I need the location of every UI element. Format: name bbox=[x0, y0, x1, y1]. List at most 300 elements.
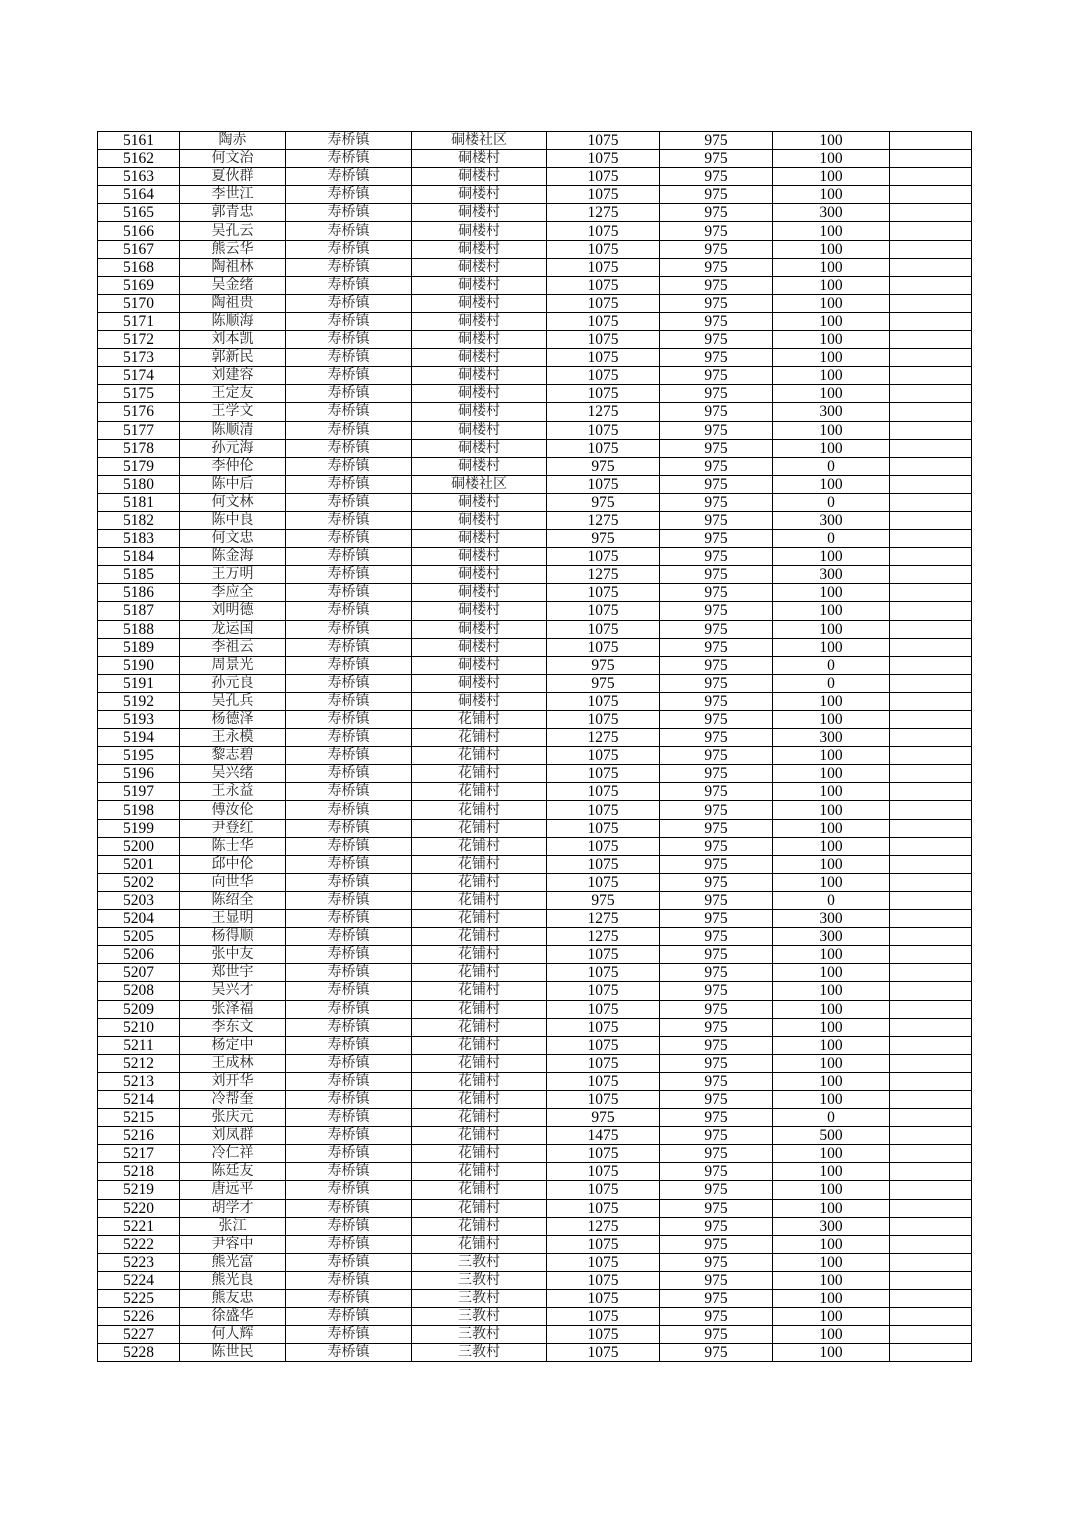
id-cell: 5201 bbox=[98, 855, 180, 873]
town-cell: 寿桥镇 bbox=[286, 186, 412, 204]
difference-cell: 0 bbox=[773, 530, 890, 548]
name-cell: 刘明德 bbox=[180, 602, 286, 620]
amount-b-cell: 975 bbox=[660, 475, 773, 493]
table-row bbox=[98, 692, 972, 710]
town-cell: 寿桥镇 bbox=[286, 403, 412, 421]
amount-b-cell: 975 bbox=[660, 349, 773, 367]
name-cell: 黎志碧 bbox=[180, 747, 286, 765]
amount-b-cell: 975 bbox=[660, 1072, 773, 1090]
name-cell: 张泽福 bbox=[180, 1000, 286, 1018]
remark-cell bbox=[890, 1253, 972, 1271]
difference-cell: 100 bbox=[773, 1072, 890, 1090]
remark-cell bbox=[890, 1054, 972, 1072]
amount-a-cell: 1075 bbox=[547, 873, 660, 891]
difference-cell: 100 bbox=[773, 819, 890, 837]
remark-cell bbox=[890, 783, 972, 801]
id-cell: 5211 bbox=[98, 1036, 180, 1054]
difference-cell: 100 bbox=[773, 747, 890, 765]
town-cell: 寿桥镇 bbox=[286, 1127, 412, 1145]
village-cell: 硐楼村 bbox=[412, 168, 547, 186]
town-cell: 寿桥镇 bbox=[286, 765, 412, 783]
amount-b-cell: 975 bbox=[660, 1326, 773, 1344]
name-cell: 陈顺海 bbox=[180, 312, 286, 330]
amount-a-cell: 1075 bbox=[547, 439, 660, 457]
id-cell: 5217 bbox=[98, 1145, 180, 1163]
name-cell: 何文治 bbox=[180, 150, 286, 168]
remark-cell bbox=[890, 439, 972, 457]
remark-cell bbox=[890, 765, 972, 783]
town-cell: 寿桥镇 bbox=[286, 1090, 412, 1108]
remark-cell bbox=[890, 747, 972, 765]
town-cell: 寿桥镇 bbox=[286, 1109, 412, 1127]
village-cell: 花铺村 bbox=[412, 1000, 547, 1018]
table-row bbox=[98, 819, 972, 837]
name-cell: 刘凤群 bbox=[180, 1127, 286, 1145]
remark-cell bbox=[890, 837, 972, 855]
remark-cell bbox=[890, 910, 972, 928]
village-cell: 硐楼村 bbox=[412, 548, 547, 566]
table-row bbox=[98, 475, 972, 493]
id-cell: 5195 bbox=[98, 747, 180, 765]
amount-a-cell: 1075 bbox=[547, 638, 660, 656]
amount-a-cell: 1075 bbox=[547, 837, 660, 855]
amount-a-cell: 1075 bbox=[547, 186, 660, 204]
id-cell: 5196 bbox=[98, 765, 180, 783]
id-cell: 5174 bbox=[98, 367, 180, 385]
village-cell: 花铺村 bbox=[412, 765, 547, 783]
id-cell: 5193 bbox=[98, 711, 180, 729]
amount-a-cell: 1075 bbox=[547, 331, 660, 349]
remark-cell bbox=[890, 1235, 972, 1253]
amount-a-cell: 1075 bbox=[547, 222, 660, 240]
amount-a-cell: 1075 bbox=[547, 1235, 660, 1253]
remark-cell bbox=[890, 511, 972, 529]
town-cell: 寿桥镇 bbox=[286, 349, 412, 367]
table-row bbox=[98, 349, 972, 367]
town-cell: 寿桥镇 bbox=[286, 1145, 412, 1163]
amount-a-cell: 975 bbox=[547, 674, 660, 692]
remark-cell bbox=[890, 530, 972, 548]
town-cell: 寿桥镇 bbox=[286, 819, 412, 837]
table-row bbox=[98, 1290, 972, 1308]
id-cell: 5162 bbox=[98, 150, 180, 168]
town-cell: 寿桥镇 bbox=[286, 891, 412, 909]
table-row bbox=[98, 602, 972, 620]
name-cell: 王永益 bbox=[180, 783, 286, 801]
amount-a-cell: 1075 bbox=[547, 1163, 660, 1181]
amount-a-cell: 1075 bbox=[547, 692, 660, 710]
village-cell: 花铺村 bbox=[412, 1109, 547, 1127]
amount-a-cell: 1075 bbox=[547, 1253, 660, 1271]
town-cell: 寿桥镇 bbox=[286, 910, 412, 928]
remark-cell bbox=[890, 620, 972, 638]
amount-b-cell: 975 bbox=[660, 132, 773, 150]
amount-b-cell: 975 bbox=[660, 1181, 773, 1199]
town-cell: 寿桥镇 bbox=[286, 312, 412, 330]
table-row bbox=[98, 367, 972, 385]
amount-b-cell: 975 bbox=[660, 294, 773, 312]
remark-cell bbox=[890, 964, 972, 982]
difference-cell: 100 bbox=[773, 132, 890, 150]
id-cell: 5169 bbox=[98, 276, 180, 294]
amount-a-cell: 1075 bbox=[547, 964, 660, 982]
town-cell: 寿桥镇 bbox=[286, 240, 412, 258]
amount-b-cell: 975 bbox=[660, 946, 773, 964]
id-cell: 5205 bbox=[98, 928, 180, 946]
village-cell: 花铺村 bbox=[412, 964, 547, 982]
difference-cell: 500 bbox=[773, 1127, 890, 1145]
town-cell: 寿桥镇 bbox=[286, 331, 412, 349]
id-cell: 5187 bbox=[98, 602, 180, 620]
difference-cell: 100 bbox=[773, 584, 890, 602]
village-cell: 硐楼村 bbox=[412, 584, 547, 602]
amount-b-cell: 975 bbox=[660, 1127, 773, 1145]
name-cell: 刘建容 bbox=[180, 367, 286, 385]
remark-cell bbox=[890, 294, 972, 312]
amount-a-cell: 1275 bbox=[547, 204, 660, 222]
amount-a-cell: 1075 bbox=[547, 276, 660, 294]
difference-cell: 300 bbox=[773, 1217, 890, 1235]
difference-cell: 100 bbox=[773, 1326, 890, 1344]
village-cell: 花铺村 bbox=[412, 819, 547, 837]
amount-a-cell: 1075 bbox=[547, 602, 660, 620]
table-row bbox=[98, 837, 972, 855]
amount-b-cell: 975 bbox=[660, 1217, 773, 1235]
id-cell: 5168 bbox=[98, 258, 180, 276]
id-cell: 5172 bbox=[98, 331, 180, 349]
name-cell: 李祖云 bbox=[180, 638, 286, 656]
remark-cell bbox=[890, 674, 972, 692]
amount-b-cell: 975 bbox=[660, 964, 773, 982]
town-cell: 寿桥镇 bbox=[286, 620, 412, 638]
remark-cell bbox=[890, 1271, 972, 1289]
village-cell: 硐楼村 bbox=[412, 312, 547, 330]
amount-b-cell: 975 bbox=[660, 1090, 773, 1108]
id-cell: 5206 bbox=[98, 946, 180, 964]
village-cell: 花铺村 bbox=[412, 855, 547, 873]
remark-cell bbox=[890, 312, 972, 330]
amount-b-cell: 975 bbox=[660, 258, 773, 276]
id-cell: 5202 bbox=[98, 873, 180, 891]
name-cell: 郑世宇 bbox=[180, 964, 286, 982]
village-cell: 硐楼村 bbox=[412, 204, 547, 222]
village-cell: 花铺村 bbox=[412, 928, 547, 946]
amount-b-cell: 975 bbox=[660, 1018, 773, 1036]
amount-a-cell: 1075 bbox=[547, 747, 660, 765]
remark-cell bbox=[890, 602, 972, 620]
id-cell: 5226 bbox=[98, 1308, 180, 1326]
village-cell: 花铺村 bbox=[412, 910, 547, 928]
difference-cell: 100 bbox=[773, 385, 890, 403]
village-cell: 花铺村 bbox=[412, 1054, 547, 1072]
village-cell: 花铺村 bbox=[412, 1072, 547, 1090]
village-cell: 三教村 bbox=[412, 1326, 547, 1344]
town-cell: 寿桥镇 bbox=[286, 1000, 412, 1018]
id-cell: 5200 bbox=[98, 837, 180, 855]
table-row bbox=[98, 891, 972, 909]
name-cell: 陈世民 bbox=[180, 1344, 286, 1362]
table-row bbox=[98, 222, 972, 240]
amount-b-cell: 975 bbox=[660, 1344, 773, 1362]
difference-cell: 100 bbox=[773, 1199, 890, 1217]
amount-a-cell: 1075 bbox=[547, 1036, 660, 1054]
table-row bbox=[98, 674, 972, 692]
name-cell: 陈绍全 bbox=[180, 891, 286, 909]
village-cell: 硐楼村 bbox=[412, 258, 547, 276]
town-cell: 寿桥镇 bbox=[286, 276, 412, 294]
difference-cell: 100 bbox=[773, 765, 890, 783]
id-cell: 5173 bbox=[98, 349, 180, 367]
remark-cell bbox=[890, 1199, 972, 1217]
table-row bbox=[98, 548, 972, 566]
village-cell: 硐楼社区 bbox=[412, 475, 547, 493]
village-cell: 花铺村 bbox=[412, 711, 547, 729]
town-cell: 寿桥镇 bbox=[286, 855, 412, 873]
amount-b-cell: 975 bbox=[660, 367, 773, 385]
difference-cell: 300 bbox=[773, 729, 890, 747]
village-cell: 硐楼村 bbox=[412, 403, 547, 421]
table-row bbox=[98, 204, 972, 222]
difference-cell: 100 bbox=[773, 240, 890, 258]
amount-b-cell: 975 bbox=[660, 1163, 773, 1181]
village-cell: 硐楼村 bbox=[412, 656, 547, 674]
name-cell: 陈中良 bbox=[180, 511, 286, 529]
table-row bbox=[98, 566, 972, 584]
difference-cell: 100 bbox=[773, 602, 890, 620]
amount-a-cell: 1075 bbox=[547, 240, 660, 258]
table-row bbox=[98, 928, 972, 946]
table-row bbox=[98, 439, 972, 457]
amount-b-cell: 975 bbox=[660, 692, 773, 710]
remark-cell bbox=[890, 457, 972, 475]
remark-cell bbox=[890, 331, 972, 349]
name-cell: 杨德泽 bbox=[180, 711, 286, 729]
amount-b-cell: 975 bbox=[660, 1054, 773, 1072]
village-cell: 硐楼村 bbox=[412, 367, 547, 385]
amount-b-cell: 975 bbox=[660, 638, 773, 656]
remark-cell bbox=[890, 584, 972, 602]
amount-b-cell: 975 bbox=[660, 331, 773, 349]
difference-cell: 100 bbox=[773, 294, 890, 312]
id-cell: 5225 bbox=[98, 1290, 180, 1308]
id-cell: 5188 bbox=[98, 620, 180, 638]
table-row bbox=[98, 1181, 972, 1199]
town-cell: 寿桥镇 bbox=[286, 222, 412, 240]
amount-b-cell: 975 bbox=[660, 493, 773, 511]
id-cell: 5185 bbox=[98, 566, 180, 584]
amount-b-cell: 975 bbox=[660, 1253, 773, 1271]
table-row bbox=[98, 168, 972, 186]
name-cell: 刘开华 bbox=[180, 1072, 286, 1090]
id-cell: 5181 bbox=[98, 493, 180, 511]
amount-a-cell: 1075 bbox=[547, 1145, 660, 1163]
town-cell: 寿桥镇 bbox=[286, 656, 412, 674]
amount-b-cell: 975 bbox=[660, 765, 773, 783]
village-cell: 硐楼村 bbox=[412, 294, 547, 312]
amount-a-cell: 1075 bbox=[547, 168, 660, 186]
amount-b-cell: 975 bbox=[660, 511, 773, 529]
amount-b-cell: 975 bbox=[660, 530, 773, 548]
name-cell: 熊光良 bbox=[180, 1271, 286, 1289]
town-cell: 寿桥镇 bbox=[286, 132, 412, 150]
town-cell: 寿桥镇 bbox=[286, 1181, 412, 1199]
town-cell: 寿桥镇 bbox=[286, 1344, 412, 1362]
remark-cell bbox=[890, 1290, 972, 1308]
amount-a-cell: 1475 bbox=[547, 1127, 660, 1145]
amount-a-cell: 1075 bbox=[547, 819, 660, 837]
village-cell: 花铺村 bbox=[412, 982, 547, 1000]
town-cell: 寿桥镇 bbox=[286, 1072, 412, 1090]
name-cell: 陈士华 bbox=[180, 837, 286, 855]
difference-cell: 0 bbox=[773, 457, 890, 475]
village-cell: 花铺村 bbox=[412, 1217, 547, 1235]
table-body bbox=[98, 132, 972, 1362]
table-row bbox=[98, 855, 972, 873]
amount-b-cell: 975 bbox=[660, 439, 773, 457]
table-row bbox=[98, 1344, 972, 1362]
table-row bbox=[98, 1127, 972, 1145]
id-cell: 5228 bbox=[98, 1344, 180, 1362]
town-cell: 寿桥镇 bbox=[286, 747, 412, 765]
amount-b-cell: 975 bbox=[660, 1036, 773, 1054]
id-cell: 5194 bbox=[98, 729, 180, 747]
town-cell: 寿桥镇 bbox=[286, 873, 412, 891]
village-cell: 硐楼村 bbox=[412, 276, 547, 294]
id-cell: 5215 bbox=[98, 1109, 180, 1127]
remark-cell bbox=[890, 819, 972, 837]
amount-b-cell: 975 bbox=[660, 801, 773, 819]
name-cell: 王成林 bbox=[180, 1054, 286, 1072]
town-cell: 寿桥镇 bbox=[286, 674, 412, 692]
amount-a-cell: 1075 bbox=[547, 385, 660, 403]
amount-a-cell: 1275 bbox=[547, 928, 660, 946]
town-cell: 寿桥镇 bbox=[286, 530, 412, 548]
amount-b-cell: 975 bbox=[660, 457, 773, 475]
amount-b-cell: 975 bbox=[660, 168, 773, 186]
difference-cell: 100 bbox=[773, 801, 890, 819]
remark-cell bbox=[890, 1018, 972, 1036]
town-cell: 寿桥镇 bbox=[286, 385, 412, 403]
name-cell: 唐远平 bbox=[180, 1181, 286, 1199]
table-row bbox=[98, 1271, 972, 1289]
id-cell: 5182 bbox=[98, 511, 180, 529]
remark-cell bbox=[890, 982, 972, 1000]
amount-a-cell: 1075 bbox=[547, 946, 660, 964]
amount-b-cell: 975 bbox=[660, 837, 773, 855]
table-row bbox=[98, 747, 972, 765]
data-table bbox=[97, 131, 972, 1362]
village-cell: 花铺村 bbox=[412, 1036, 547, 1054]
name-cell: 吴孔云 bbox=[180, 222, 286, 240]
table-row bbox=[98, 1145, 972, 1163]
id-cell: 5208 bbox=[98, 982, 180, 1000]
difference-cell: 100 bbox=[773, 1000, 890, 1018]
town-cell: 寿桥镇 bbox=[286, 783, 412, 801]
table-row bbox=[98, 403, 972, 421]
town-cell: 寿桥镇 bbox=[286, 1308, 412, 1326]
name-cell: 王定友 bbox=[180, 385, 286, 403]
id-cell: 5219 bbox=[98, 1181, 180, 1199]
name-cell: 吴兴绪 bbox=[180, 765, 286, 783]
amount-a-cell: 1075 bbox=[547, 783, 660, 801]
amount-b-cell: 975 bbox=[660, 602, 773, 620]
remark-cell bbox=[890, 132, 972, 150]
difference-cell: 100 bbox=[773, 150, 890, 168]
amount-b-cell: 975 bbox=[660, 855, 773, 873]
id-cell: 5189 bbox=[98, 638, 180, 656]
id-cell: 5190 bbox=[98, 656, 180, 674]
name-cell: 陶祖贵 bbox=[180, 294, 286, 312]
amount-b-cell: 975 bbox=[660, 312, 773, 330]
remark-cell bbox=[890, 1036, 972, 1054]
table-row bbox=[98, 783, 972, 801]
table-row bbox=[98, 1253, 972, 1271]
name-cell: 李应全 bbox=[180, 584, 286, 602]
town-cell: 寿桥镇 bbox=[286, 493, 412, 511]
amount-a-cell: 1075 bbox=[547, 1271, 660, 1289]
id-cell: 5224 bbox=[98, 1271, 180, 1289]
village-cell: 花铺村 bbox=[412, 1199, 547, 1217]
name-cell: 尹容中 bbox=[180, 1235, 286, 1253]
village-cell: 硐楼社区 bbox=[412, 132, 547, 150]
difference-cell: 100 bbox=[773, 783, 890, 801]
remark-cell bbox=[890, 403, 972, 421]
id-cell: 5183 bbox=[98, 530, 180, 548]
difference-cell: 100 bbox=[773, 1290, 890, 1308]
village-cell: 花铺村 bbox=[412, 891, 547, 909]
amount-a-cell: 975 bbox=[547, 1109, 660, 1127]
village-cell: 硐楼村 bbox=[412, 620, 547, 638]
name-cell: 熊云华 bbox=[180, 240, 286, 258]
amount-b-cell: 975 bbox=[660, 620, 773, 638]
remark-cell bbox=[890, 1344, 972, 1362]
amount-a-cell: 1075 bbox=[547, 855, 660, 873]
table-row bbox=[98, 1235, 972, 1253]
difference-cell: 0 bbox=[773, 1109, 890, 1127]
remark-cell bbox=[890, 548, 972, 566]
amount-a-cell: 975 bbox=[547, 891, 660, 909]
table-row bbox=[98, 240, 972, 258]
table-row bbox=[98, 150, 972, 168]
amount-a-cell: 1075 bbox=[547, 1000, 660, 1018]
difference-cell: 0 bbox=[773, 656, 890, 674]
table-row bbox=[98, 1000, 972, 1018]
table-row bbox=[98, 258, 972, 276]
id-cell: 5207 bbox=[98, 964, 180, 982]
difference-cell: 100 bbox=[773, 258, 890, 276]
difference-cell: 100 bbox=[773, 855, 890, 873]
table-row bbox=[98, 1163, 972, 1181]
amount-b-cell: 975 bbox=[660, 1000, 773, 1018]
table-row bbox=[98, 729, 972, 747]
name-cell: 李世江 bbox=[180, 186, 286, 204]
amount-a-cell: 1075 bbox=[547, 711, 660, 729]
village-cell: 三教村 bbox=[412, 1344, 547, 1362]
name-cell: 王永模 bbox=[180, 729, 286, 747]
remark-cell bbox=[890, 1127, 972, 1145]
table-row bbox=[98, 312, 972, 330]
amount-b-cell: 975 bbox=[660, 385, 773, 403]
town-cell: 寿桥镇 bbox=[286, 837, 412, 855]
difference-cell: 100 bbox=[773, 1054, 890, 1072]
remark-cell bbox=[890, 946, 972, 964]
village-cell: 花铺村 bbox=[412, 1163, 547, 1181]
remark-cell bbox=[890, 276, 972, 294]
village-cell: 花铺村 bbox=[412, 1235, 547, 1253]
id-cell: 5213 bbox=[98, 1072, 180, 1090]
remark-cell bbox=[890, 729, 972, 747]
id-cell: 5210 bbox=[98, 1018, 180, 1036]
